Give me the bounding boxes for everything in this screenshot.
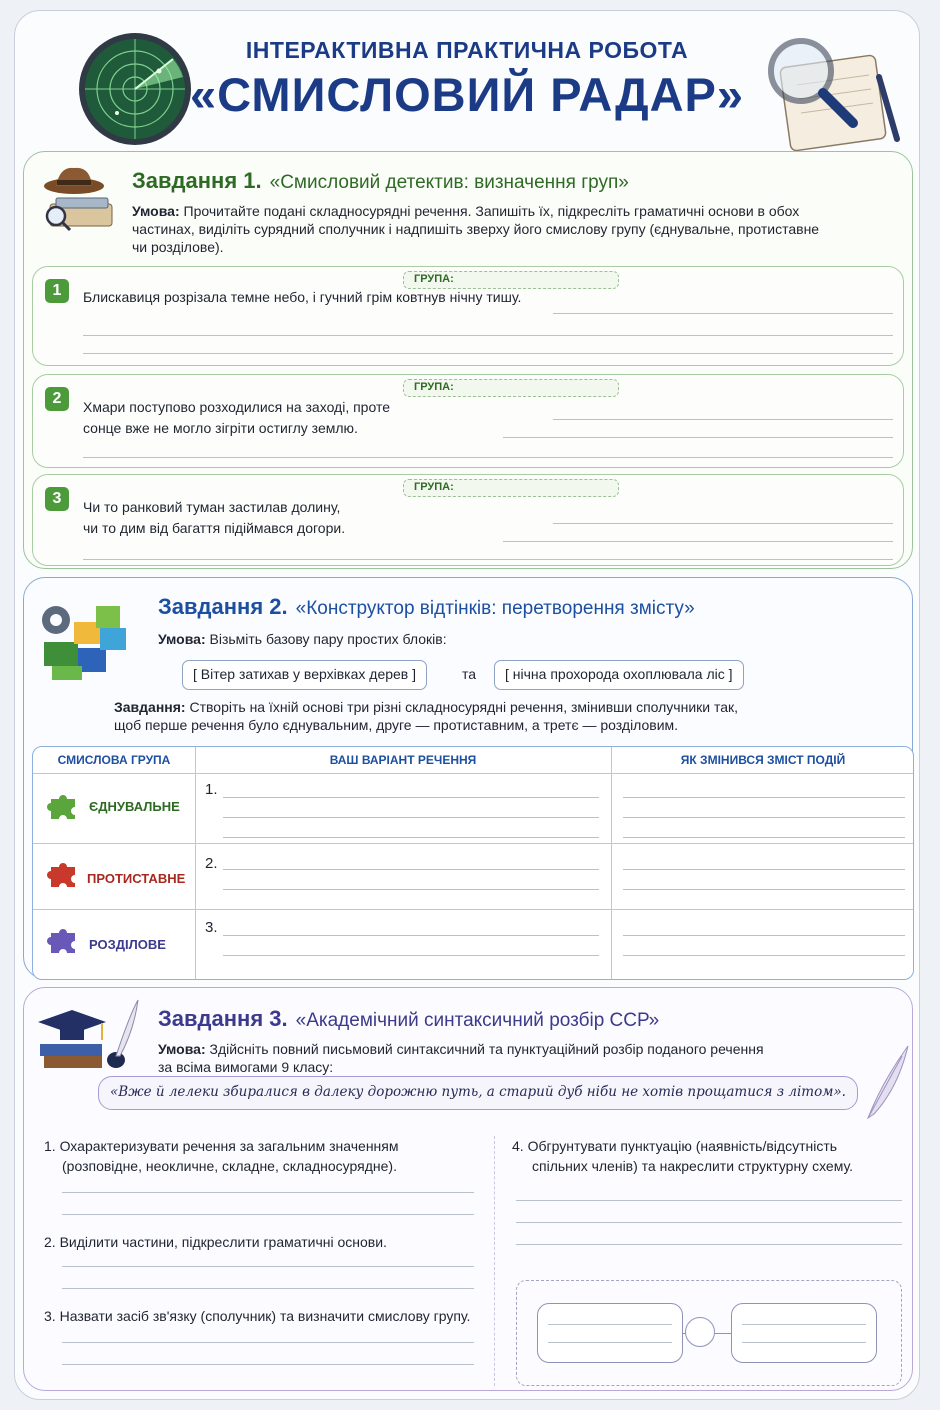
analysis-sentence: «Вже й лелеки збиралися в далеку дорожню путь, а старий дуб ніби не хотів прощатися з літом». bbox=[98, 1076, 858, 1110]
answer-line[interactable] bbox=[516, 1244, 902, 1245]
table-divider bbox=[33, 773, 913, 774]
detective-hat-icon bbox=[34, 164, 120, 234]
base-connector: та bbox=[462, 666, 477, 682]
step-number-1: 1. bbox=[44, 1138, 56, 1154]
puzzle-purple-icon bbox=[47, 925, 79, 957]
answer-line[interactable] bbox=[223, 889, 599, 890]
group-label-unifying: ЄДНУВАЛЬНЕ bbox=[89, 799, 180, 814]
task2-number: Завдання 2. bbox=[158, 594, 288, 619]
analysis-step-1 bbox=[44, 1136, 399, 1176]
step-3-line1: Назвати засіб зв'язку (сполучник) та визначити смислову групу. bbox=[59, 1308, 471, 1324]
task1-card-1 bbox=[32, 266, 904, 366]
task1-name: «Смисловий детектив: визначення груп» bbox=[269, 172, 629, 193]
task2-task-line1: Створіть на їхній основі три різні складносурядні речення, змінивши сполучники так, bbox=[189, 699, 739, 715]
group-field-3[interactable]: ГРУПА: bbox=[403, 479, 619, 497]
answer-line[interactable] bbox=[62, 1266, 474, 1267]
scheme-connector bbox=[715, 1333, 731, 1334]
answer-line[interactable] bbox=[223, 955, 599, 956]
analysis-step-3 bbox=[44, 1306, 470, 1326]
answer-line[interactable] bbox=[62, 1364, 474, 1365]
analysis-step-4 bbox=[512, 1136, 853, 1176]
task2-task-line2: щоб перше речення було єднувальним, друге — протиставним, а третє — розділовим. bbox=[114, 717, 679, 733]
answer-line[interactable] bbox=[223, 837, 599, 838]
analysis-step-2 bbox=[44, 1232, 387, 1252]
scheme-box-right[interactable] bbox=[731, 1303, 877, 1363]
task1-sentence-3-line1: Чи то ранковий туман застилав долину, bbox=[83, 499, 341, 515]
task1-sentence-2-line1: Хмари поступово розходилися на заході, проте bbox=[83, 399, 390, 415]
scheme-line[interactable] bbox=[742, 1342, 866, 1343]
col-header-change: ЯК ЗМІНИВСЯ ЗМІСТ ПОДІЙ bbox=[680, 753, 846, 767]
base-block-2: [ нічна прохорода охоплювала ліс ] bbox=[494, 660, 744, 690]
table-divider bbox=[195, 747, 196, 979]
answer-line[interactable] bbox=[83, 559, 893, 560]
graduation-cap-books-icon bbox=[34, 994, 142, 1074]
scheme-line[interactable] bbox=[548, 1342, 672, 1343]
task3-condition bbox=[158, 1040, 858, 1076]
task1-section bbox=[23, 151, 913, 569]
task2-condition bbox=[158, 630, 447, 648]
task1-sentence-2-line2: сонце вже не могло зігріти остиглу землю. bbox=[83, 420, 358, 436]
answer-line[interactable] bbox=[62, 1192, 474, 1193]
answer-line[interactable] bbox=[62, 1342, 474, 1343]
row-number-3: 3. bbox=[205, 919, 218, 936]
feather-decor-icon bbox=[862, 1042, 912, 1122]
task3-condition-line1: Здійсніть повний письмовий синтаксичний та пунктуаційний розбір поданого речення bbox=[209, 1041, 764, 1057]
task3-condition-label: Умова: bbox=[158, 1041, 206, 1057]
task1-badge-3: 3 bbox=[45, 487, 69, 511]
task2-name: «Конструктор відтінків: перетворення змісту» bbox=[295, 598, 695, 619]
answer-line[interactable] bbox=[83, 335, 893, 336]
step-4-line1: Обгрунтувати пунктуацію (наявність/відсутність bbox=[527, 1138, 838, 1154]
header-title: «СМИСЛОВИЙ РАДАР» bbox=[189, 68, 745, 121]
task1-condition-label: Умова: bbox=[132, 203, 180, 219]
base-block-1: [ Вітер затихав у верхівках дерев ] bbox=[182, 660, 427, 690]
task1-card-3 bbox=[32, 474, 904, 566]
task2-condition-text: Візьміть базову пару простих блоків: bbox=[209, 631, 447, 647]
task2-task-label: Завдання: bbox=[114, 699, 186, 715]
step-4-line2: спільних членів) та накреслити структурну схему. bbox=[532, 1158, 853, 1174]
column-divider bbox=[494, 1136, 495, 1386]
puzzle-red-icon bbox=[47, 859, 79, 891]
task1-badge-2: 2 bbox=[45, 387, 69, 411]
header bbox=[15, 11, 919, 151]
answer-line[interactable] bbox=[223, 869, 599, 870]
task3-section bbox=[23, 987, 913, 1391]
task3-heading bbox=[158, 1006, 659, 1032]
answer-line[interactable] bbox=[83, 353, 893, 354]
answer-line[interactable] bbox=[623, 935, 905, 936]
answer-line[interactable] bbox=[623, 817, 905, 818]
task1-condition-text: Прочитайте подані складносурядні речення. Запишіть їх, підкресліть граматичні основи в обох частинах, виділіть сурядний сполучник і надпишіть зверху його смислову групу (єднувальне, протиставне чи розділове). bbox=[132, 203, 820, 255]
building-blocks-icon bbox=[34, 594, 134, 684]
task1-card-2 bbox=[32, 374, 904, 468]
answer-line[interactable] bbox=[623, 869, 905, 870]
answer-line[interactable] bbox=[623, 837, 905, 838]
answer-line[interactable] bbox=[553, 523, 893, 524]
scheme-line[interactable] bbox=[548, 1324, 672, 1325]
task1-condition bbox=[132, 202, 822, 256]
group-label-disjunctive: РОЗДІЛОВЕ bbox=[89, 937, 166, 952]
scheme-conjunction-circle[interactable] bbox=[685, 1317, 715, 1347]
group-label-contrastive: ПРОТИСТАВНЕ bbox=[87, 871, 186, 886]
answer-line[interactable] bbox=[623, 797, 905, 798]
task2-task bbox=[114, 698, 904, 734]
answer-line[interactable] bbox=[623, 889, 905, 890]
table-divider bbox=[33, 843, 913, 844]
task1-sentence-3-line2: чи то дим від багаття підіймався догори. bbox=[83, 520, 346, 536]
worksheet bbox=[14, 10, 920, 1400]
task1-sentence-2 bbox=[83, 397, 390, 439]
row-number-1: 1. bbox=[205, 781, 218, 798]
step-2-line1: Виділити частини, підкреслити граматичні основи. bbox=[59, 1234, 387, 1250]
group-field-2[interactable]: ГРУПА: bbox=[403, 379, 619, 397]
answer-line[interactable] bbox=[83, 457, 893, 458]
answer-line[interactable] bbox=[223, 817, 599, 818]
task3-condition-line2: за всіма вимогами 9 класу: bbox=[158, 1059, 334, 1075]
step-number-4: 4. bbox=[512, 1138, 524, 1154]
task2-condition-label: Умова: bbox=[158, 631, 206, 647]
task1-heading bbox=[132, 168, 629, 194]
answer-line[interactable] bbox=[223, 797, 599, 798]
magnifier-notebook-icon bbox=[745, 21, 905, 151]
header-subtitle: ІНТЕРАКТИВНА ПРАКТИЧНА РОБОТА bbox=[245, 37, 689, 63]
answer-line[interactable] bbox=[516, 1222, 902, 1223]
answer-line[interactable] bbox=[553, 313, 893, 314]
answer-line[interactable] bbox=[62, 1214, 474, 1215]
answer-line[interactable] bbox=[623, 955, 905, 956]
puzzle-green-icon bbox=[47, 791, 79, 823]
variants-table bbox=[32, 746, 914, 980]
task1-number: Завдання 1. bbox=[132, 168, 262, 193]
task3-name: «Академічний синтаксичний розбір ССР» bbox=[295, 1010, 660, 1031]
task1-sentence-1-line1: Блискавиця розрізала темне небо, і гучний грім ковтнув нічну тишу. bbox=[83, 289, 522, 305]
step-1-line2: (розповідне, неокличне, складне, складносурядне). bbox=[62, 1158, 397, 1174]
task2-heading bbox=[158, 594, 695, 620]
group-field-1[interactable]: ГРУПА: bbox=[403, 271, 619, 289]
task1-sentence-1 bbox=[83, 287, 521, 308]
step-number-2: 2. bbox=[44, 1234, 56, 1250]
col-header-group: СМИСЛОВА ГРУПА bbox=[57, 753, 171, 767]
task3-number: Завдання 3. bbox=[158, 1006, 288, 1031]
step-1-line1: Охарактеризувати речення за загальним значенням bbox=[59, 1138, 399, 1154]
scheme-line[interactable] bbox=[742, 1324, 866, 1325]
table-divider bbox=[611, 747, 612, 979]
step-number-3: 3. bbox=[44, 1308, 56, 1324]
answer-line[interactable] bbox=[553, 419, 893, 420]
task2-section bbox=[23, 577, 913, 979]
scheme-box-left[interactable] bbox=[537, 1303, 683, 1363]
col-header-variant: ВАШ ВАРІАНТ РЕЧЕННЯ bbox=[329, 753, 477, 767]
answer-line[interactable] bbox=[503, 541, 893, 542]
structure-scheme bbox=[516, 1280, 902, 1386]
answer-line[interactable] bbox=[503, 437, 893, 438]
answer-line[interactable] bbox=[62, 1288, 474, 1289]
task1-badge-1: 1 bbox=[45, 279, 69, 303]
table-divider bbox=[33, 909, 913, 910]
row-number-2: 2. bbox=[205, 855, 218, 872]
task1-sentence-3 bbox=[83, 497, 345, 539]
answer-line[interactable] bbox=[223, 935, 599, 936]
answer-line[interactable] bbox=[516, 1200, 902, 1201]
